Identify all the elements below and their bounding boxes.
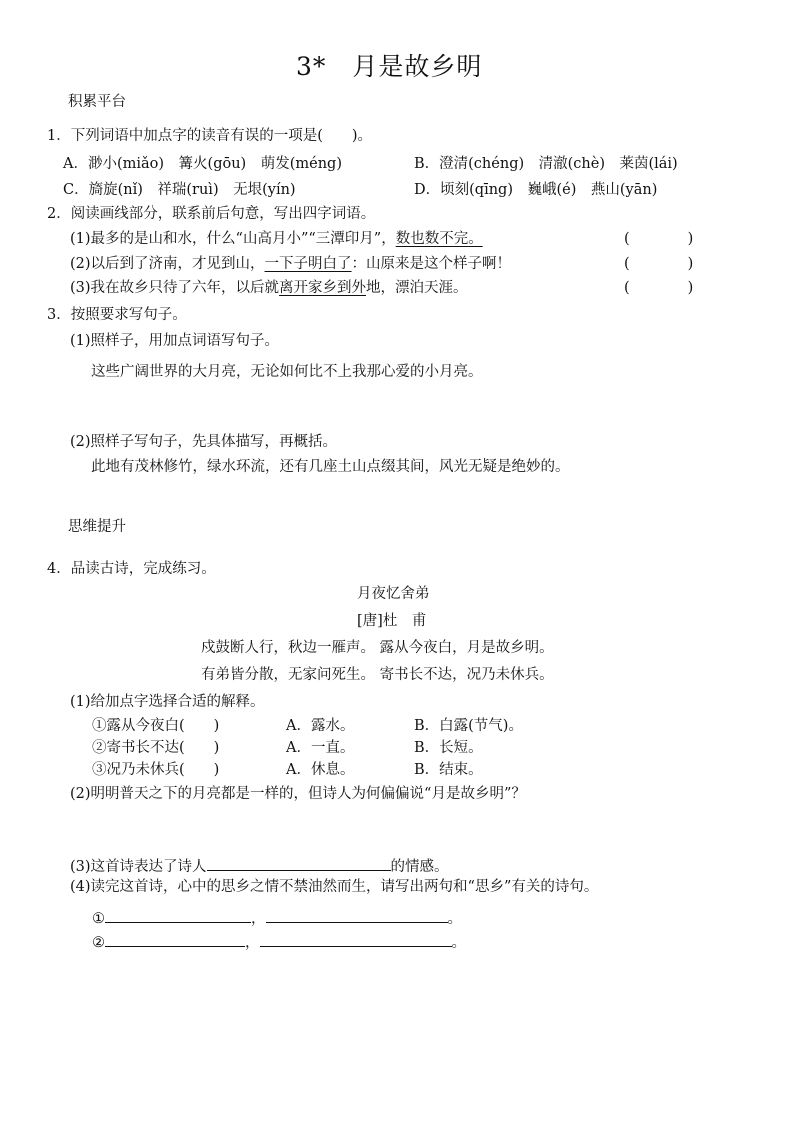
choice-option-a[interactable]: A．休息。 <box>286 762 355 778</box>
question-1-option-c[interactable]: C．旖旋(nǐ) 祥瑞(ruì) 无垠(yín) <box>63 182 296 198</box>
question-1-stem: 1．下列词语中加点字的读音有误的一项是( )。 <box>47 128 373 144</box>
page-title: 3* 月是故乡明 <box>296 52 483 81</box>
question-3-stem: 3．按照要求写句子。 <box>47 307 187 323</box>
answer-blank[interactable] <box>207 856 391 871</box>
question-1-option-d[interactable]: D．顷刻(qīng) 巍峨(é) 燕山(yān) <box>414 182 658 198</box>
question-3-sub-1: (1)照样子，用加点词语写句子。 <box>70 333 280 349</box>
section-heading-accumulation: 积累平台 <box>68 94 126 110</box>
sentence-text: (3)这首诗表达了诗人 <box>70 859 207 875</box>
choice-option-a[interactable]: A．一直。 <box>286 740 355 756</box>
choice-option-b[interactable]: B．结束。 <box>414 762 483 778</box>
question-2-stem: 2．阅读画线部分，联系前后句意，写出四字词语。 <box>47 206 376 222</box>
choice-question[interactable]: ②寄书长不达( ) <box>92 740 220 756</box>
question-4-sub-2: (2)明明普天之下的月亮都是一样的，但诗人为何偏偏说“月是故乡明”？ <box>70 786 526 802</box>
sentence-text: 地，漂泊天涯。 <box>366 280 468 296</box>
poem-title: 月夜忆舍弟 <box>357 586 430 602</box>
question-3-sub-2: (2)照样子写句子，先具体描写，再概括。 <box>70 434 338 450</box>
section-heading-thinking: 思维提升 <box>68 519 126 535</box>
answer-blank[interactable] <box>105 908 251 923</box>
poem-author: [唐]杜 甫 <box>357 613 427 629</box>
choice-question[interactable]: ③况乃未休兵( ) <box>92 762 220 778</box>
question-3-example-1: 这些广阔世界的大月亮，无论如何比不上我那心爱的小月亮。 <box>91 364 483 380</box>
underlined-phrase: 离开家乡到外 <box>279 280 367 296</box>
answer-paren-2-2[interactable]: ( ) <box>624 256 694 272</box>
poem-line-1: 戍鼓断人行，秋边一雁声。 露从今夜白，月是故乡明。 <box>201 640 554 656</box>
question-1-option-a[interactable]: A．渺小(miǎo) 篝火(gōu) 萌发(méng) <box>63 156 342 172</box>
answer-blank[interactable] <box>260 932 452 947</box>
question-2-sentence-1 <box>70 232 483 247</box>
period: 。 <box>447 911 462 927</box>
answer-blank[interactable] <box>105 932 245 947</box>
sentence-text: 的情感。 <box>390 859 449 875</box>
answer-paren-2-3[interactable]: ( ) <box>624 280 694 296</box>
comma: ， <box>245 935 260 951</box>
question-2-sentence-2 <box>70 257 511 272</box>
poem-answer-line-2 <box>92 932 466 951</box>
underlined-phrase: 一下子明白了 <box>264 256 352 272</box>
choice-option-b[interactable]: B．长短。 <box>414 740 483 756</box>
question-4-sub-4: (4)读完这首诗，心中的思乡之情不禁油然而生，请写出两句和“思乡”有关的诗句。 <box>70 879 599 895</box>
poem-line-2: 有弟皆分散，无家问死生。 寄书长不达，况乃未休兵。 <box>201 667 554 683</box>
period: 。 <box>451 935 466 951</box>
choice-option-a[interactable]: A．露水。 <box>286 718 355 734</box>
answer-paren-2-1[interactable]: ( ) <box>624 231 694 247</box>
answer-blank[interactable] <box>266 908 448 923</box>
choice-option-b[interactable]: B．白露(节气)。 <box>414 718 523 734</box>
question-4-sub-1: (1)给加点字选择合适的解释。 <box>70 694 265 710</box>
underlined-phrase: 数也数不完。 <box>395 231 483 247</box>
question-1-option-b[interactable]: B．澄清(chéng) 清澈(chè) 莱茵(lái) <box>414 156 678 172</box>
line-number: ② <box>92 935 105 951</box>
question-3-example-2: 此地有茂林修竹，绿水环流，还有几座土山点缀其间，风光无疑是绝妙的。 <box>91 459 570 475</box>
question-4-stem: 4．品读古诗，完成练习。 <box>47 561 216 577</box>
comma: ， <box>251 911 266 927</box>
question-2-sentence-3 <box>70 281 468 296</box>
question-4-sub-3 <box>70 856 449 875</box>
sentence-text: ：山原来是这个样子啊！ <box>351 256 512 272</box>
poem-answer-line-1 <box>92 908 462 927</box>
line-number: ① <box>92 911 105 927</box>
sentence-text: (2)以后到了济南，才见到山， <box>70 256 265 272</box>
sentence-text: (1)最多的是山和水，什么“山高月小”“三潭印月”， <box>70 231 396 247</box>
choice-question[interactable]: ①露从今夜白( ) <box>92 718 220 734</box>
sentence-text: (3)我在故乡只待了六年，以后就 <box>70 280 280 296</box>
